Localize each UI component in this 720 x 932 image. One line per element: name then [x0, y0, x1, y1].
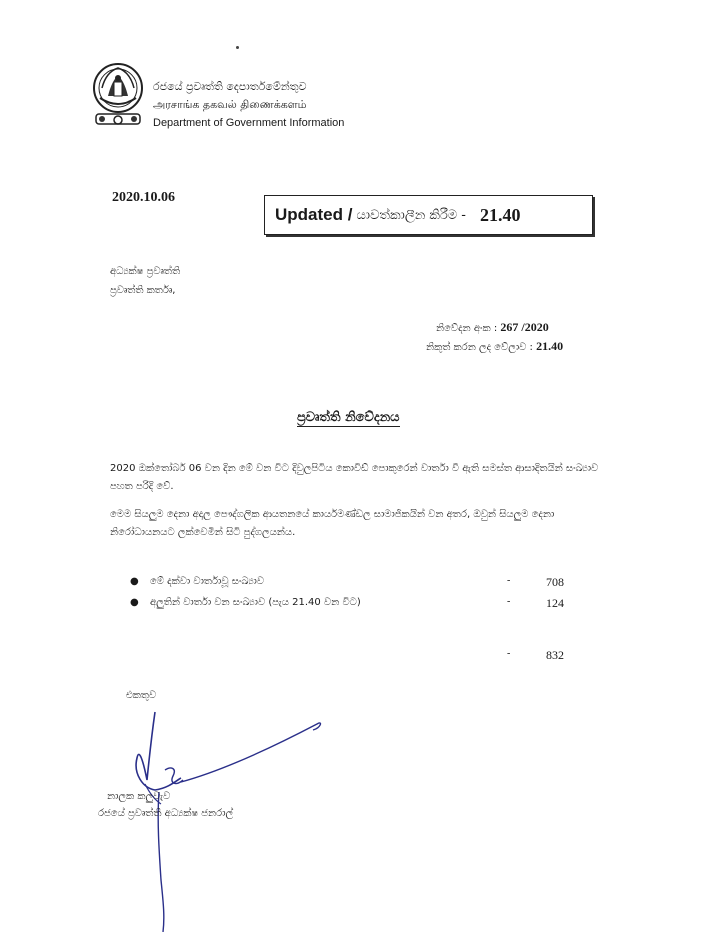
count-value: 124 — [546, 596, 564, 610]
total-label: එකතුව — [126, 690, 157, 701]
count-label: අලුතින් වාර්තා වන සංඛ්‍යාව (පැය 21.40 වන විට) — [150, 597, 361, 608]
reference-number-label: නිවේදන අංක : — [436, 323, 498, 334]
paragraph-1: 2020 ඔක්තෝබර් 06 වන දින මේ වන විට දිවුලපිටිය කොවිඩ් පොකුරෙන් වාර්තා වී ඇති සමස්ත ආසාදිතයින් සංඛ්‍යාව පහත පරිදි වේ. — [110, 463, 599, 492]
document-date: 2020.10.06 — [112, 190, 175, 205]
header-english: Department of Government Information — [153, 117, 345, 129]
count-row-reported — [130, 575, 570, 591]
reference-number — [436, 320, 549, 335]
count-value: 708 — [546, 575, 564, 589]
header-sinhala: රජයේ ප්‍රවෘත්ති දෙපාර්තමේන්තුව — [153, 80, 307, 93]
signatory-name: නාලක කලුවැව — [107, 791, 171, 802]
count-dash: - — [507, 596, 511, 607]
paper-speck — [236, 46, 239, 49]
bullet-icon: ● — [130, 597, 139, 608]
issue-time-label: නිකුත් කරන ලද වේලාව : — [426, 342, 533, 353]
total-dash: - — [507, 648, 511, 659]
update-box — [264, 195, 593, 235]
addressee-line-1: අධ්‍යක්ෂ ප්‍රවෘත්ති — [110, 266, 181, 277]
count-dash: - — [507, 575, 511, 586]
issue-time — [426, 339, 563, 354]
count-row-total — [130, 648, 570, 664]
total-value: 832 — [546, 648, 564, 662]
header-tamil: அரசாங்க தகவல் திணைக்களம் — [153, 98, 307, 111]
signatory-title: රජයේ ප්‍රවෘත්ති අධ්‍යක්ෂ ජනරාල් — [98, 808, 234, 819]
count-label: මේ දක්වා වාර්තාවූ සංඛ්‍යාව — [150, 576, 265, 587]
update-time: 21.40 — [480, 204, 521, 225]
reference-number-value: 267 /2020 — [500, 320, 549, 334]
addressee-line-2: ප්‍රවෘත්ති කර්තෘ, — [110, 285, 176, 296]
paragraph-2: මෙම සියලුම දෙනා අදාල පෞද්ගලික ආයතනයේ කාර්යමණ්ඩල සාමාජිකයින් වන අතර, ඔවුන් සියලුම දෙනා නිරෝධායනයට ලක්වෙමින් සිටි පුද්ගලයන්ය. — [110, 509, 555, 538]
sri-lanka-emblem-icon — [92, 62, 144, 132]
issue-time-value: 21.40 — [536, 339, 564, 353]
bullet-icon: ● — [130, 576, 139, 587]
document-title: ප්‍රවෘත්ති නිවේදනය — [297, 410, 400, 425]
update-label-en: Updated / — [275, 205, 353, 224]
count-row-new — [130, 596, 570, 612]
update-label-si: යාවත්කාලීන කිරීම - — [356, 207, 466, 223]
